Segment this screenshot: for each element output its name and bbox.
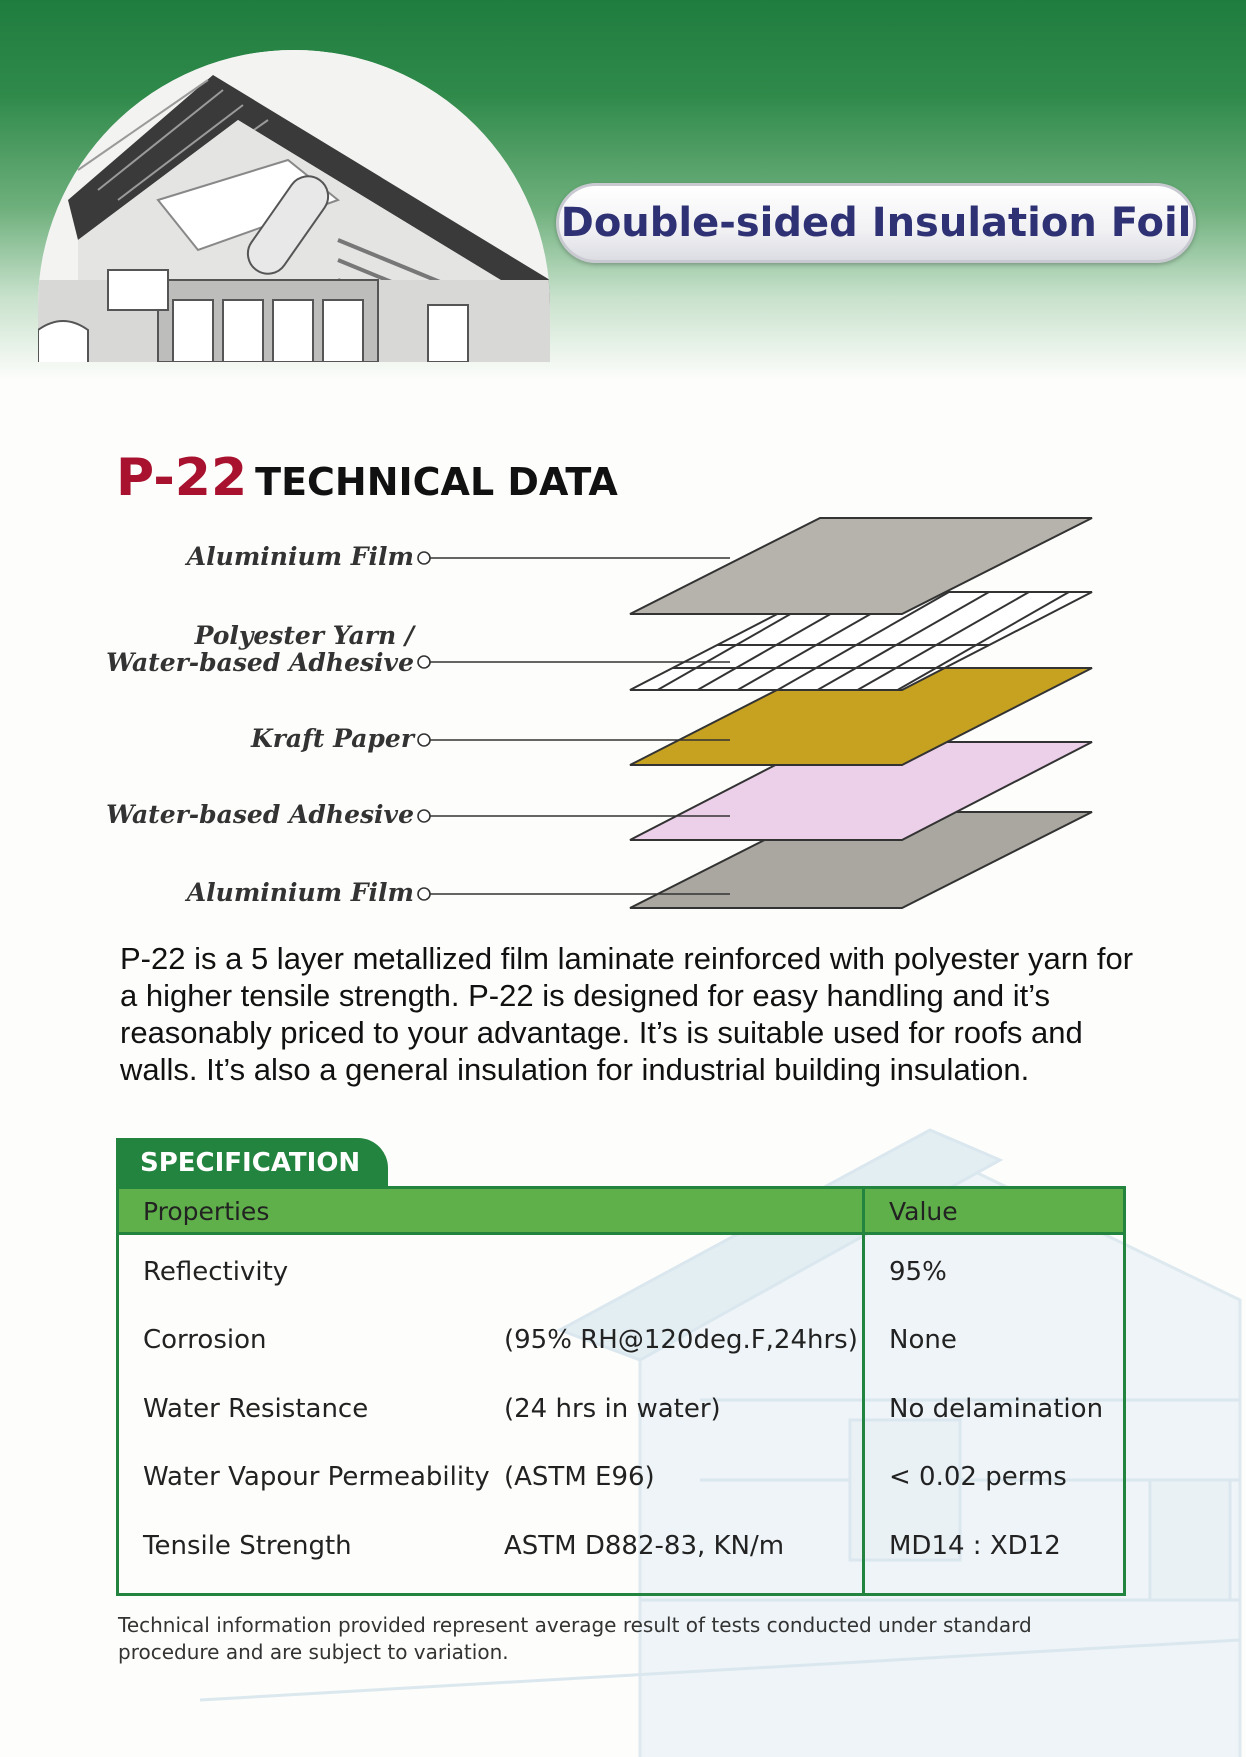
model-name: P-22 — [116, 448, 248, 508]
footnote: Technical information provided represent average result of tests conducted under standard procedure and are subject to variation. — [118, 1613, 1032, 1664]
header-properties: Properties — [143, 1197, 270, 1226]
row-property: Water Resistance — [143, 1394, 369, 1424]
row-value: No delamination — [889, 1394, 1104, 1424]
row-value: MD14 : XD12 — [889, 1531, 1061, 1561]
row-condition: (95% RH@120deg.F,24hrs) — [504, 1325, 858, 1355]
row-value: < 0.02 perms — [889, 1462, 1067, 1492]
technical-data-heading: TECHNICAL DATA — [255, 460, 618, 504]
product-title: Double-sided Insulation Foil — [560, 200, 1192, 246]
product-description: P-22 is a 5 layer metallized film laminate reinforced with polyester yarn for a higher tensile strength. P-22 is designed for easy handling and it’s reasonably priced to your advantage. It’s is suitable used for roofs and walls. It’s also a general insulation for industrial building insulation. — [120, 941, 1134, 1087]
row-condition: (ASTM E96) — [504, 1462, 655, 1492]
row-property: Reflectivity — [143, 1257, 289, 1287]
specification-table — [116, 1186, 1126, 1596]
row-property: Corrosion — [143, 1325, 267, 1355]
layer-label-polyester-yarn: Polyester Yarn / Water-based Adhesive — [106, 621, 414, 677]
header-value: Value — [889, 1197, 958, 1226]
row-condition: ASTM D882-83, KN/m — [504, 1531, 785, 1561]
column-divider — [862, 1189, 865, 1593]
layer-label-water-based-adhesive: Water-based Adhesive — [106, 800, 414, 829]
row-property: Water Vapour Permeability — [143, 1462, 490, 1492]
layer-label-aluminium-film-top: Aluminium Film — [186, 542, 414, 571]
row-condition: (24 hrs in water) — [504, 1394, 721, 1424]
row-property: Tensile Strength — [143, 1531, 352, 1561]
specification-tab-label: SPECIFICATION — [140, 1148, 361, 1178]
specification-table-header — [119, 1189, 1123, 1235]
row-value: 95% — [889, 1257, 947, 1287]
row-value: None — [889, 1325, 957, 1355]
layer-label-kraft-paper: Kraft Paper — [251, 724, 414, 753]
layer-label-aluminium-film-bottom: Aluminium Film — [186, 878, 414, 907]
specification-tab — [116, 1138, 388, 1188]
